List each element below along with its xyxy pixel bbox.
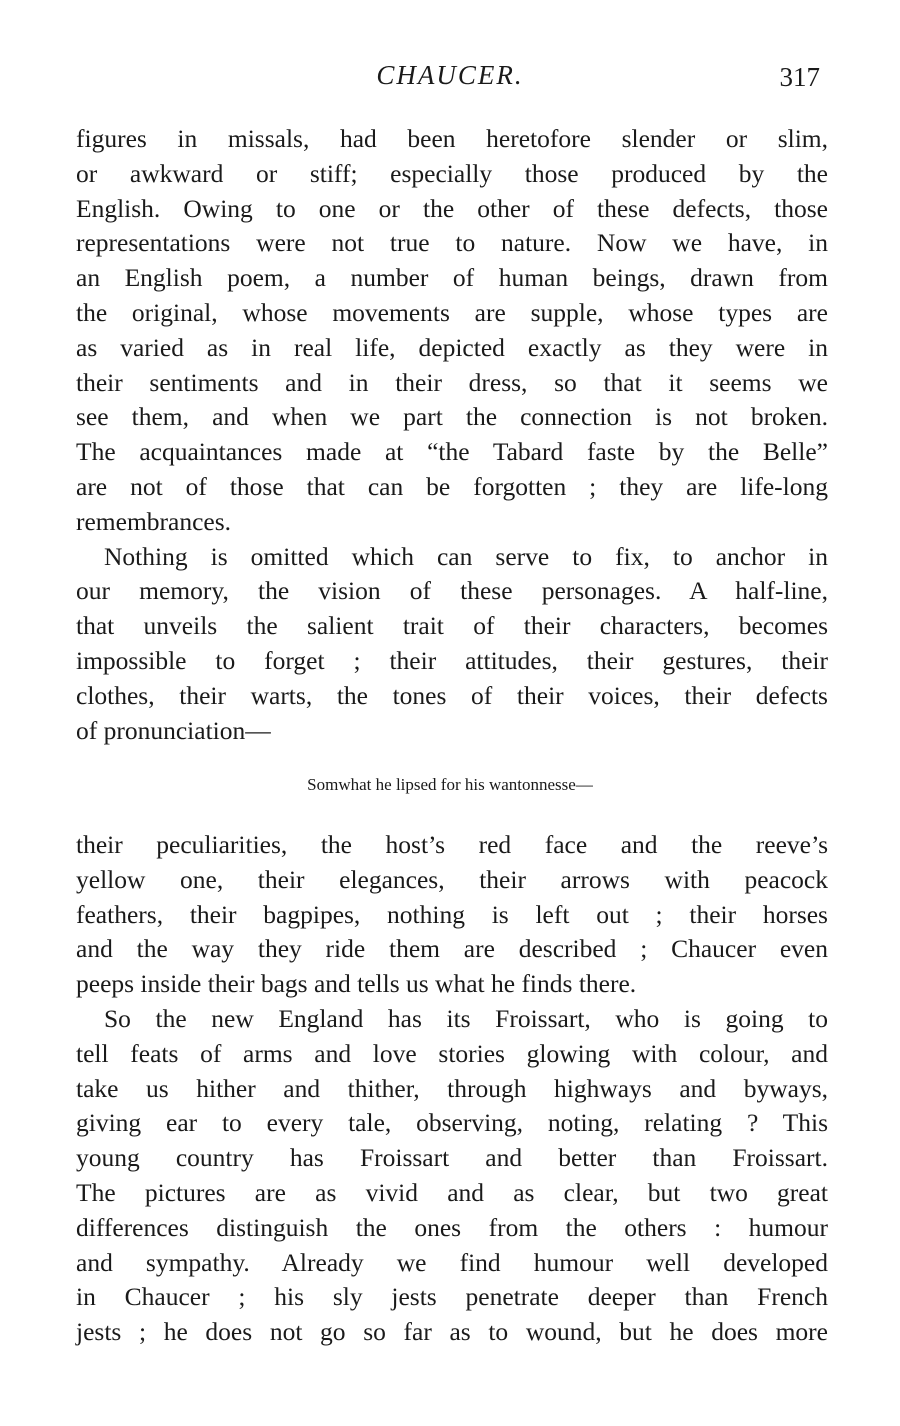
text-line: that unveils the salient trait of their characters, becomes — [76, 611, 828, 641]
page-number: 317 — [779, 62, 820, 92]
text-line: in Chaucer ; his sly jests penetrate deeper than French — [76, 1282, 828, 1312]
text-line: as varied as in real life, depicted exactly as they were in — [76, 332, 828, 362]
verse-quote: Somwhat he lipsed for his wantonnesse— — [307, 775, 593, 794]
text-line: of pronunciation— — [76, 715, 271, 745]
paragraph-start-line: Nothing is omitted which can serve to fix, to anchor in — [104, 541, 828, 571]
text-block-bottom — [76, 828, 828, 1350]
text-line: representations were not true to nature. Now we have, in — [76, 228, 828, 258]
text-line: tell feats of arms and love stories glowing with colour, and — [76, 1038, 828, 1068]
text-line: impossible to forget ; their attitudes, their gestures, their — [76, 645, 828, 675]
text-line: their sentiments and in their dress, so that it seems we — [76, 367, 828, 397]
text-line: remembrances. — [76, 506, 232, 536]
text-line: and the way they ride them are described ; Chaucer even — [76, 934, 828, 964]
text-line: differences distinguish the ones from the others : humour — [76, 1212, 828, 1242]
paragraph-start-line: So the new England has its Froissart, who is going to — [104, 1003, 828, 1033]
text-line: The acquaintances made at “the Tabard faste by the Belle” — [76, 437, 828, 467]
text-line: young country has Froissart and better than Froissart. — [76, 1143, 828, 1173]
text-line: or awkward or stiff; especially those produced by the — [76, 158, 828, 188]
text-line: clothes, their warts, the tones of their voices, their defects — [76, 680, 828, 710]
text-line: see them, and when we part the connection is not broken. — [76, 402, 828, 432]
text-line: peeps inside their bags and tells us what he finds there. — [76, 969, 637, 999]
running-title: CHAUCER. — [376, 60, 524, 90]
text-line: are not of those that can be forgotten ; they are life-long — [76, 471, 828, 501]
running-head — [0, 60, 900, 100]
text-line: English. Owing to one or the other of these defects, those — [76, 193, 828, 223]
text-line: jests ; he does not go so far as to wound, but he does more — [76, 1317, 828, 1347]
text-line: an English poem, a number of human beings, drawn from — [76, 263, 828, 293]
text-line: and sympathy. Already we find humour well developed — [76, 1247, 828, 1277]
text-line: their peculiarities, the host’s red face and the reeve’s — [76, 830, 828, 859]
text-line: yellow one, their elegances, their arrows with peacock — [76, 864, 828, 894]
text-block-top — [76, 122, 828, 748]
text-line: our memory, the vision of these personages. A half-line, — [76, 576, 828, 606]
text-line: The pictures are as vivid and as clear, but two great — [76, 1177, 828, 1207]
text-line: the original, whose movements are supple, whose types are — [76, 297, 828, 327]
text-line: giving ear to every tale, observing, noting, relating ? This — [76, 1108, 828, 1138]
text-line: figures in missals, had been heretofore slender or slim, — [76, 124, 828, 153]
text-line: take us hither and thither, through highways and byways, — [76, 1073, 828, 1103]
text-line: feathers, their bagpipes, nothing is left out ; their horses — [76, 899, 828, 929]
